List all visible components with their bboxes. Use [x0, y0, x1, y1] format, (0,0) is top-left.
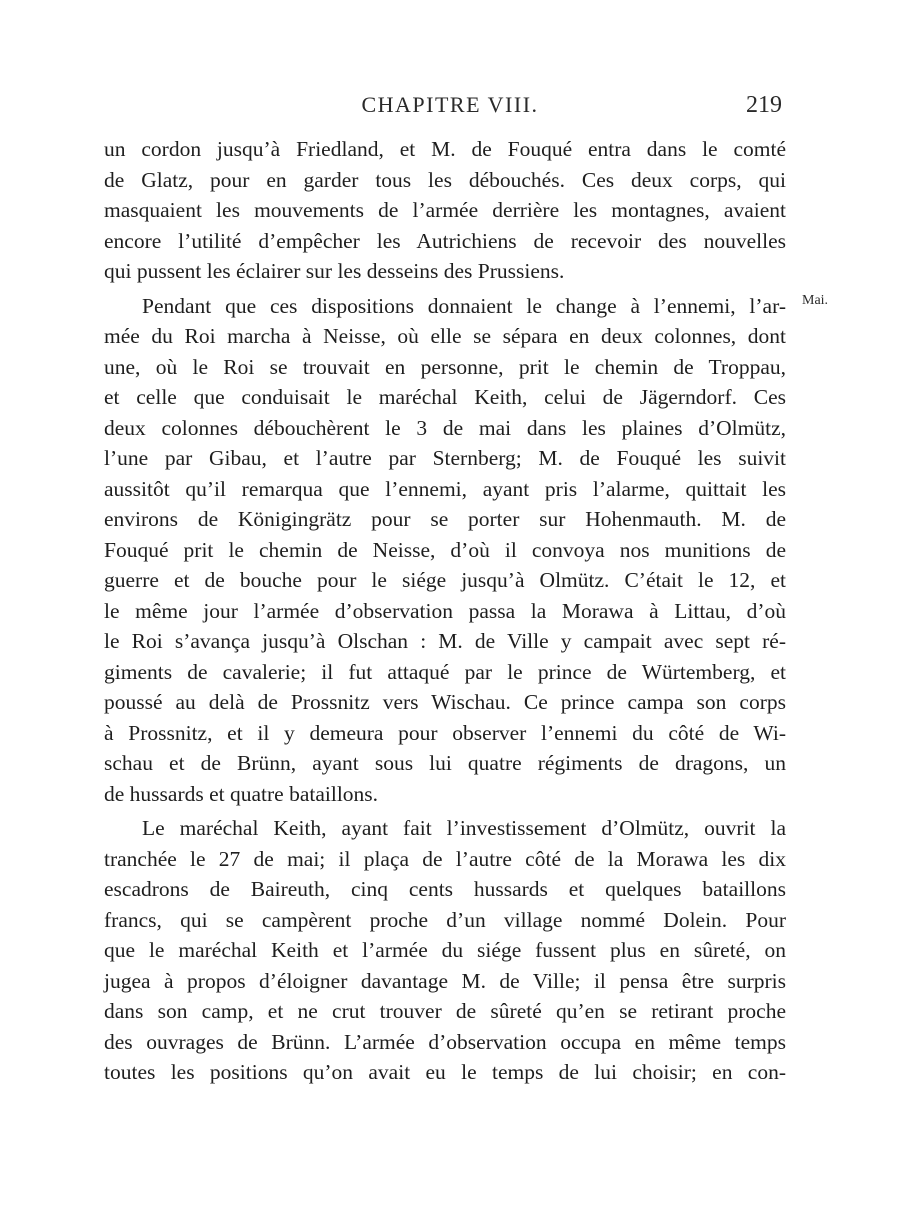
text-line: que le maréchal Keith et l’armée du siége fussent plus en sûreté, on — [104, 938, 786, 962]
text-line: Le maréchal Keith, ayant fait l’investissement d’Olmütz, ouvrit la — [142, 816, 786, 840]
text-line: encore l’utilité d’empêcher les Autrichiens de recevoir des nouvelles — [104, 228, 786, 253]
text-line: tranchée le 27 de mai; il plaça de l’autre côté de la Morawa les dix — [104, 846, 786, 871]
text-line: poussé au delà de Prossnitz vers Wischau. Ce prince campa son corps — [104, 690, 786, 714]
text-line: mée du Roi marcha à Neisse, où elle se sépara en deux colonnes, dont — [104, 324, 786, 348]
text-line: une, où le Roi se trouvait en personne, prit le chemin de Troppau, — [104, 354, 786, 379]
page-number: 219 — [746, 92, 782, 118]
text-line: l’une par Gibau, et l’autre par Sternberg; M. de Fouqué les suivit — [104, 446, 786, 470]
paragraph — [104, 134, 786, 287]
margin-note: Mai. — [802, 293, 829, 308]
text-line: le même jour l’armée d’observation passa la Morawa à Littau, d’où — [104, 598, 786, 623]
text-line: guerre et de bouche pour le siége jusqu’à Olmütz. C’était le 12, et — [104, 568, 786, 592]
text-line: Pendant que ces dispositions donnaient le change à l’ennemi, l’ar- — [142, 293, 786, 318]
text-line: de Glatz, pour en garder tous les débouchés. Ces deux corps, qui — [104, 167, 786, 192]
text-line: giments de cavalerie; il fut attaqué par le prince de Würtemberg, et — [104, 659, 786, 684]
text-line: deux colonnes débouchèrent le 3 de mai dans les plaines d’Olmütz, — [104, 415, 786, 440]
chapter-title: CHAPITRE VIII. — [361, 92, 539, 117]
text-line: à Prossnitz, et il y demeura pour observer l’ennemi du côté de Wi- — [104, 720, 786, 745]
text-line: escadrons de Baireuth, cinq cents hussards et quelques bataillons — [104, 877, 786, 901]
text-line: qui pussent les éclairer sur les desseins des Prussiens. — [104, 259, 565, 283]
text-line: de hussards et quatre bataillons. — [104, 781, 379, 806]
text-line: dans son camp, et ne crut trouver de sûreté qu’en se retirant proche — [104, 999, 786, 1023]
text-line: Fouqué prit le chemin de Neisse, d’où il convoya nos munitions de — [104, 537, 786, 562]
text-line: le Roi s’avança jusqu’à Olschan : M. de Ville y campait avec sept ré- — [104, 629, 786, 653]
text-line: masquaient les mouvements de l’armée derrière les montagnes, avaient — [104, 198, 786, 222]
text-line: francs, qui se campèrent proche d’un village nommé Dolein. Pour — [104, 907, 786, 932]
text-line: schau et de Brünn, ayant sous lui quatre régiments de dragons, un — [104, 751, 786, 775]
text-line: et celle que conduisait le maréchal Keith, celui de Jägerndorf. Ces — [104, 385, 786, 409]
paragraph — [104, 813, 786, 1088]
text-line: jugea à propos d’éloigner davantage M. de Ville; il pensa être surpris — [104, 968, 786, 993]
text-line: environs de Königingrätz pour se porter sur Hohenmauth. M. de — [104, 507, 786, 531]
text-line: des ouvrages de Brünn. L’armée d’observation occupa en même temps — [104, 1029, 786, 1054]
paragraph — [104, 291, 786, 810]
text-line: toutes les positions qu’on avait eu le temps de lui choisir; en con- — [104, 1060, 786, 1084]
body-text — [104, 134, 786, 1088]
text-line: aussitôt qu’il remarqua que l’ennemi, ayant pris l’alarme, quittait les — [104, 476, 786, 501]
text-line: un cordon jusqu’à Friedland, et M. de Fouqué entra dans le comté — [104, 137, 786, 161]
running-head — [0, 92, 900, 124]
